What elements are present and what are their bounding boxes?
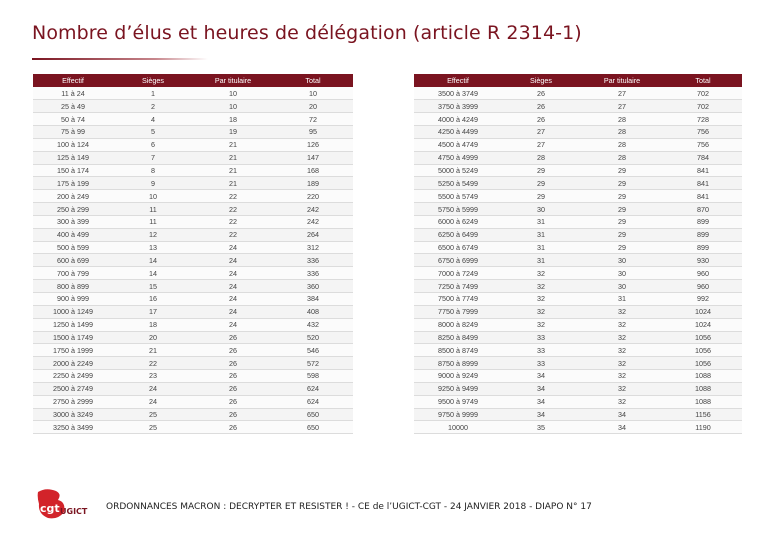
table-row bbox=[33, 421, 353, 434]
logo-ugict-text: UGICT bbox=[60, 507, 88, 516]
cell-par-titulaire: 26 bbox=[193, 331, 273, 344]
cell-total: 336 bbox=[273, 267, 353, 280]
table-header-row bbox=[33, 74, 353, 87]
cell-sieges: 31 bbox=[502, 215, 580, 228]
cell-sieges: 26 bbox=[502, 100, 580, 113]
table-row bbox=[33, 113, 353, 126]
cell-par-titulaire: 27 bbox=[580, 100, 664, 113]
cell-par-titulaire: 28 bbox=[580, 138, 664, 151]
cell-par-titulaire: 24 bbox=[193, 318, 273, 331]
cell-par-titulaire: 21 bbox=[193, 138, 273, 151]
table-row bbox=[33, 331, 353, 344]
cell-sieges: 33 bbox=[502, 344, 580, 357]
cell-par-titulaire: 32 bbox=[580, 357, 664, 370]
cell-sieges: 27 bbox=[502, 126, 580, 139]
cell-par-titulaire: 30 bbox=[580, 254, 664, 267]
cell-total: 264 bbox=[273, 228, 353, 241]
cell-effectif: 1250 à 1499 bbox=[33, 318, 113, 331]
cell-effectif: 3250 à 3499 bbox=[33, 421, 113, 434]
table-row bbox=[414, 113, 742, 126]
cell-sieges: 12 bbox=[113, 228, 193, 241]
cell-effectif: 7750 à 7999 bbox=[414, 305, 502, 318]
cell-effectif: 3500 à 3749 bbox=[414, 87, 502, 100]
cell-total: 841 bbox=[664, 164, 742, 177]
cell-sieges: 15 bbox=[113, 280, 193, 293]
cell-sieges: 23 bbox=[113, 370, 193, 383]
cell-total: 408 bbox=[273, 305, 353, 318]
cell-effectif: 900 à 999 bbox=[33, 293, 113, 306]
cell-effectif: 9000 à 9249 bbox=[414, 370, 502, 383]
cell-sieges: 33 bbox=[502, 331, 580, 344]
cell-total: 650 bbox=[273, 408, 353, 421]
cell-sieges: 29 bbox=[502, 164, 580, 177]
cell-total: 702 bbox=[664, 100, 742, 113]
cell-sieges: 34 bbox=[502, 408, 580, 421]
table-row bbox=[33, 228, 353, 241]
cell-par-titulaire: 26 bbox=[193, 421, 273, 434]
cell-sieges: 8 bbox=[113, 164, 193, 177]
header-total: Total bbox=[273, 74, 353, 87]
cell-total: 1056 bbox=[664, 331, 742, 344]
cell-sieges: 34 bbox=[502, 395, 580, 408]
cell-total: 624 bbox=[273, 382, 353, 395]
table-row bbox=[33, 203, 353, 216]
cell-effectif: 8000 à 8249 bbox=[414, 318, 502, 331]
title-underline bbox=[32, 58, 208, 60]
cell-sieges: 16 bbox=[113, 293, 193, 306]
cell-par-titulaire: 21 bbox=[193, 164, 273, 177]
cell-effectif: 1000 à 1249 bbox=[33, 305, 113, 318]
cell-effectif: 8500 à 8749 bbox=[414, 344, 502, 357]
cell-par-titulaire: 29 bbox=[580, 190, 664, 203]
table-row bbox=[414, 177, 742, 190]
table-row bbox=[33, 267, 353, 280]
cell-sieges: 11 bbox=[113, 215, 193, 228]
cell-total: 336 bbox=[273, 254, 353, 267]
cell-par-titulaire: 32 bbox=[580, 305, 664, 318]
cell-total: 546 bbox=[273, 344, 353, 357]
table-row bbox=[33, 241, 353, 254]
cell-par-titulaire: 29 bbox=[580, 228, 664, 241]
cell-total: 756 bbox=[664, 138, 742, 151]
table-row bbox=[33, 280, 353, 293]
cell-par-titulaire: 28 bbox=[580, 113, 664, 126]
cell-effectif: 6500 à 6749 bbox=[414, 241, 502, 254]
cell-par-titulaire: 32 bbox=[580, 370, 664, 383]
table-row bbox=[414, 331, 742, 344]
table-row bbox=[33, 382, 353, 395]
cell-sieges: 6 bbox=[113, 138, 193, 151]
cell-effectif: 175 à 199 bbox=[33, 177, 113, 190]
table-row bbox=[414, 138, 742, 151]
cell-total: 360 bbox=[273, 280, 353, 293]
cell-effectif: 5750 à 5999 bbox=[414, 203, 502, 216]
cell-sieges: 7 bbox=[113, 151, 193, 164]
cell-total: 1024 bbox=[664, 305, 742, 318]
cell-total: 899 bbox=[664, 228, 742, 241]
cell-total: 1088 bbox=[664, 370, 742, 383]
table-row bbox=[414, 382, 742, 395]
cell-total: 992 bbox=[664, 293, 742, 306]
cell-effectif: 2750 à 2999 bbox=[33, 395, 113, 408]
cell-par-titulaire: 28 bbox=[580, 126, 664, 139]
cell-sieges: 18 bbox=[113, 318, 193, 331]
cell-effectif: 2250 à 2499 bbox=[33, 370, 113, 383]
cell-par-titulaire: 24 bbox=[193, 280, 273, 293]
cell-total: 650 bbox=[273, 421, 353, 434]
cell-sieges: 25 bbox=[113, 421, 193, 434]
cell-total: 242 bbox=[273, 215, 353, 228]
cell-total: 756 bbox=[664, 126, 742, 139]
cell-total: 1088 bbox=[664, 395, 742, 408]
cell-effectif: 1750 à 1999 bbox=[33, 344, 113, 357]
cell-sieges: 32 bbox=[502, 318, 580, 331]
cell-total: 72 bbox=[273, 113, 353, 126]
cell-sieges: 17 bbox=[113, 305, 193, 318]
cell-total: 10 bbox=[273, 87, 353, 100]
cell-effectif: 125 à 149 bbox=[33, 151, 113, 164]
table-row bbox=[33, 100, 353, 113]
table-row bbox=[414, 164, 742, 177]
table-row bbox=[414, 100, 742, 113]
table-row bbox=[33, 408, 353, 421]
table-row bbox=[414, 151, 742, 164]
cell-sieges: 14 bbox=[113, 267, 193, 280]
cell-effectif: 6250 à 6499 bbox=[414, 228, 502, 241]
cell-par-titulaire: 30 bbox=[580, 280, 664, 293]
cell-effectif: 8250 à 8499 bbox=[414, 331, 502, 344]
cell-par-titulaire: 19 bbox=[193, 126, 273, 139]
cell-sieges: 5 bbox=[113, 126, 193, 139]
table-row bbox=[33, 138, 353, 151]
cell-effectif: 200 à 249 bbox=[33, 190, 113, 203]
cell-total: 899 bbox=[664, 215, 742, 228]
table-row bbox=[33, 87, 353, 100]
table-row bbox=[33, 177, 353, 190]
cell-sieges: 28 bbox=[502, 151, 580, 164]
table-row bbox=[414, 305, 742, 318]
cell-effectif: 2000 à 2249 bbox=[33, 357, 113, 370]
cell-effectif: 150 à 174 bbox=[33, 164, 113, 177]
cell-par-titulaire: 26 bbox=[193, 408, 273, 421]
cell-effectif: 75 à 99 bbox=[33, 126, 113, 139]
table-row bbox=[33, 305, 353, 318]
table-row bbox=[33, 254, 353, 267]
cell-effectif: 6750 à 6999 bbox=[414, 254, 502, 267]
table-row bbox=[33, 151, 353, 164]
cell-effectif: 8750 à 8999 bbox=[414, 357, 502, 370]
table-row bbox=[33, 357, 353, 370]
cell-par-titulaire: 10 bbox=[193, 87, 273, 100]
cell-total: 624 bbox=[273, 395, 353, 408]
cell-par-titulaire: 21 bbox=[193, 151, 273, 164]
cell-par-titulaire: 26 bbox=[193, 357, 273, 370]
cell-sieges: 32 bbox=[502, 267, 580, 280]
cell-par-titulaire: 22 bbox=[193, 190, 273, 203]
cell-effectif: 7500 à 7749 bbox=[414, 293, 502, 306]
header-effectif: Effectif bbox=[414, 74, 502, 87]
cell-total: 1088 bbox=[664, 382, 742, 395]
cell-par-titulaire: 29 bbox=[580, 164, 664, 177]
page-title: Nombre d’élus et heures de délégation (article R 2314-1) bbox=[32, 22, 582, 44]
cell-total: 572 bbox=[273, 357, 353, 370]
table-row bbox=[414, 241, 742, 254]
cell-sieges: 20 bbox=[113, 331, 193, 344]
cell-par-titulaire: 26 bbox=[193, 370, 273, 383]
table-header-row bbox=[414, 74, 742, 87]
cell-effectif: 11 à 24 bbox=[33, 87, 113, 100]
cell-total: 1156 bbox=[664, 408, 742, 421]
cell-par-titulaire: 30 bbox=[580, 267, 664, 280]
table-row bbox=[414, 215, 742, 228]
cell-par-titulaire: 26 bbox=[193, 344, 273, 357]
table-row bbox=[414, 228, 742, 241]
cell-total: 870 bbox=[664, 203, 742, 216]
cell-par-titulaire: 34 bbox=[580, 408, 664, 421]
cell-sieges: 34 bbox=[502, 382, 580, 395]
cell-sieges: 32 bbox=[502, 305, 580, 318]
cell-total: 899 bbox=[664, 241, 742, 254]
cell-sieges: 14 bbox=[113, 254, 193, 267]
footer-caption: ORDONNANCES MACRON : DECRYPTER ET RESISTER ! - CE de l’UGICT-CGT - 24 JANVIER 2018 - DIAPO N° 17 bbox=[106, 502, 592, 512]
cell-par-titulaire: 32 bbox=[580, 344, 664, 357]
cell-par-titulaire: 31 bbox=[580, 293, 664, 306]
cell-par-titulaire: 22 bbox=[193, 203, 273, 216]
cell-effectif: 9500 à 9749 bbox=[414, 395, 502, 408]
cell-sieges: 24 bbox=[113, 382, 193, 395]
table-row bbox=[33, 190, 353, 203]
cell-effectif: 3000 à 3249 bbox=[33, 408, 113, 421]
cell-par-titulaire: 22 bbox=[193, 228, 273, 241]
cell-effectif: 700 à 799 bbox=[33, 267, 113, 280]
cell-par-titulaire: 24 bbox=[193, 305, 273, 318]
cell-total: 960 bbox=[664, 280, 742, 293]
table-row bbox=[33, 370, 353, 383]
table-row bbox=[414, 87, 742, 100]
header-par-titulaire: Par titulaire bbox=[580, 74, 664, 87]
cell-effectif: 10000 bbox=[414, 421, 502, 434]
cell-par-titulaire: 21 bbox=[193, 177, 273, 190]
cell-par-titulaire: 24 bbox=[193, 241, 273, 254]
table-row bbox=[414, 267, 742, 280]
cell-effectif: 100 à 124 bbox=[33, 138, 113, 151]
header-sieges: Sièges bbox=[113, 74, 193, 87]
table-row bbox=[414, 357, 742, 370]
cell-total: 598 bbox=[273, 370, 353, 383]
cell-effectif: 4500 à 4749 bbox=[414, 138, 502, 151]
header-par-titulaire: Par titulaire bbox=[193, 74, 273, 87]
table-row bbox=[414, 395, 742, 408]
table-row bbox=[414, 203, 742, 216]
cell-effectif: 2500 à 2749 bbox=[33, 382, 113, 395]
table-row bbox=[414, 254, 742, 267]
cell-total: 384 bbox=[273, 293, 353, 306]
table-row bbox=[414, 318, 742, 331]
table-row bbox=[414, 280, 742, 293]
cell-total: 520 bbox=[273, 331, 353, 344]
cell-par-titulaire: 32 bbox=[580, 331, 664, 344]
table-row bbox=[414, 344, 742, 357]
cell-par-titulaire: 27 bbox=[580, 87, 664, 100]
cell-effectif: 1500 à 1749 bbox=[33, 331, 113, 344]
header-sieges: Sièges bbox=[502, 74, 580, 87]
cell-effectif: 25 à 49 bbox=[33, 100, 113, 113]
cell-total: 784 bbox=[664, 151, 742, 164]
cell-effectif: 500 à 599 bbox=[33, 241, 113, 254]
cell-effectif: 5250 à 5499 bbox=[414, 177, 502, 190]
cell-sieges: 32 bbox=[502, 280, 580, 293]
cell-sieges: 31 bbox=[502, 241, 580, 254]
table-row bbox=[33, 293, 353, 306]
cell-total: 168 bbox=[273, 164, 353, 177]
cell-par-titulaire: 10 bbox=[193, 100, 273, 113]
cell-sieges: 4 bbox=[113, 113, 193, 126]
cell-sieges: 30 bbox=[502, 203, 580, 216]
cell-effectif: 800 à 899 bbox=[33, 280, 113, 293]
cell-total: 189 bbox=[273, 177, 353, 190]
cell-total: 1190 bbox=[664, 421, 742, 434]
cell-effectif: 250 à 299 bbox=[33, 203, 113, 216]
header-total: Total bbox=[664, 74, 742, 87]
cell-sieges: 33 bbox=[502, 357, 580, 370]
cell-total: 242 bbox=[273, 203, 353, 216]
cell-total: 960 bbox=[664, 267, 742, 280]
table-row bbox=[33, 126, 353, 139]
cell-par-titulaire: 24 bbox=[193, 254, 273, 267]
cell-sieges: 35 bbox=[502, 421, 580, 434]
cell-par-titulaire: 29 bbox=[580, 241, 664, 254]
cell-effectif: 400 à 499 bbox=[33, 228, 113, 241]
cell-total: 95 bbox=[273, 126, 353, 139]
cell-total: 312 bbox=[273, 241, 353, 254]
cell-total: 728 bbox=[664, 113, 742, 126]
cell-sieges: 1 bbox=[113, 87, 193, 100]
cell-par-titulaire: 32 bbox=[580, 318, 664, 331]
cell-sieges: 13 bbox=[113, 241, 193, 254]
cell-par-titulaire: 18 bbox=[193, 113, 273, 126]
cell-total: 1024 bbox=[664, 318, 742, 331]
cell-sieges: 29 bbox=[502, 177, 580, 190]
cell-total: 841 bbox=[664, 190, 742, 203]
cell-effectif: 600 à 699 bbox=[33, 254, 113, 267]
cell-sieges: 34 bbox=[502, 370, 580, 383]
table-row bbox=[33, 318, 353, 331]
cell-sieges: 22 bbox=[113, 357, 193, 370]
cell-effectif: 9750 à 9999 bbox=[414, 408, 502, 421]
cell-effectif: 5500 à 5749 bbox=[414, 190, 502, 203]
cell-par-titulaire: 29 bbox=[580, 215, 664, 228]
cell-sieges: 24 bbox=[113, 395, 193, 408]
cell-effectif: 4750 à 4999 bbox=[414, 151, 502, 164]
cell-sieges: 29 bbox=[502, 190, 580, 203]
cell-sieges: 31 bbox=[502, 254, 580, 267]
cell-par-titulaire: 22 bbox=[193, 215, 273, 228]
cell-effectif: 3750 à 3999 bbox=[414, 100, 502, 113]
cell-sieges: 11 bbox=[113, 203, 193, 216]
cell-effectif: 7250 à 7499 bbox=[414, 280, 502, 293]
right-table-body bbox=[414, 87, 742, 434]
right-table bbox=[414, 74, 742, 434]
cell-total: 147 bbox=[273, 151, 353, 164]
left-table-body bbox=[33, 87, 353, 434]
table-row bbox=[414, 126, 742, 139]
table-row bbox=[33, 215, 353, 228]
table-row bbox=[414, 293, 742, 306]
table-row bbox=[33, 164, 353, 177]
cell-total: 126 bbox=[273, 138, 353, 151]
cell-total: 930 bbox=[664, 254, 742, 267]
cgt-ugict-logo bbox=[36, 486, 98, 526]
table-row bbox=[414, 190, 742, 203]
table-row bbox=[414, 370, 742, 383]
table-row bbox=[414, 408, 742, 421]
cell-effectif: 300 à 399 bbox=[33, 215, 113, 228]
cell-sieges: 26 bbox=[502, 113, 580, 126]
cell-par-titulaire: 26 bbox=[193, 395, 273, 408]
logo-cgt-text: cgt bbox=[40, 502, 60, 515]
cell-total: 1056 bbox=[664, 357, 742, 370]
cell-sieges: 25 bbox=[113, 408, 193, 421]
table-row bbox=[414, 421, 742, 434]
cell-effectif: 5000 à 5249 bbox=[414, 164, 502, 177]
cell-sieges: 10 bbox=[113, 190, 193, 203]
cell-sieges: 27 bbox=[502, 138, 580, 151]
cell-sieges: 32 bbox=[502, 293, 580, 306]
cell-total: 432 bbox=[273, 318, 353, 331]
cell-total: 702 bbox=[664, 87, 742, 100]
cell-par-titulaire: 29 bbox=[580, 177, 664, 190]
header-effectif: Effectif bbox=[33, 74, 113, 87]
cell-par-titulaire: 28 bbox=[580, 151, 664, 164]
table-row bbox=[33, 344, 353, 357]
cell-par-titulaire: 32 bbox=[580, 395, 664, 408]
table-row bbox=[33, 395, 353, 408]
cell-par-titulaire: 32 bbox=[580, 382, 664, 395]
cell-sieges: 9 bbox=[113, 177, 193, 190]
cell-sieges: 31 bbox=[502, 228, 580, 241]
cell-total: 841 bbox=[664, 177, 742, 190]
cell-sieges: 21 bbox=[113, 344, 193, 357]
cell-par-titulaire: 24 bbox=[193, 293, 273, 306]
cell-total: 220 bbox=[273, 190, 353, 203]
cell-total: 20 bbox=[273, 100, 353, 113]
cell-effectif: 50 à 74 bbox=[33, 113, 113, 126]
cell-effectif: 7000 à 7249 bbox=[414, 267, 502, 280]
cell-effectif: 4250 à 4499 bbox=[414, 126, 502, 139]
cell-par-titulaire: 26 bbox=[193, 382, 273, 395]
cell-effectif: 9250 à 9499 bbox=[414, 382, 502, 395]
cell-sieges: 2 bbox=[113, 100, 193, 113]
left-table bbox=[33, 74, 353, 434]
cell-par-titulaire: 29 bbox=[580, 203, 664, 216]
cell-sieges: 26 bbox=[502, 87, 580, 100]
cell-effectif: 4000 à 4249 bbox=[414, 113, 502, 126]
cell-par-titulaire: 24 bbox=[193, 267, 273, 280]
cell-effectif: 6000 à 6249 bbox=[414, 215, 502, 228]
cell-total: 1056 bbox=[664, 344, 742, 357]
cell-par-titulaire: 34 bbox=[580, 421, 664, 434]
